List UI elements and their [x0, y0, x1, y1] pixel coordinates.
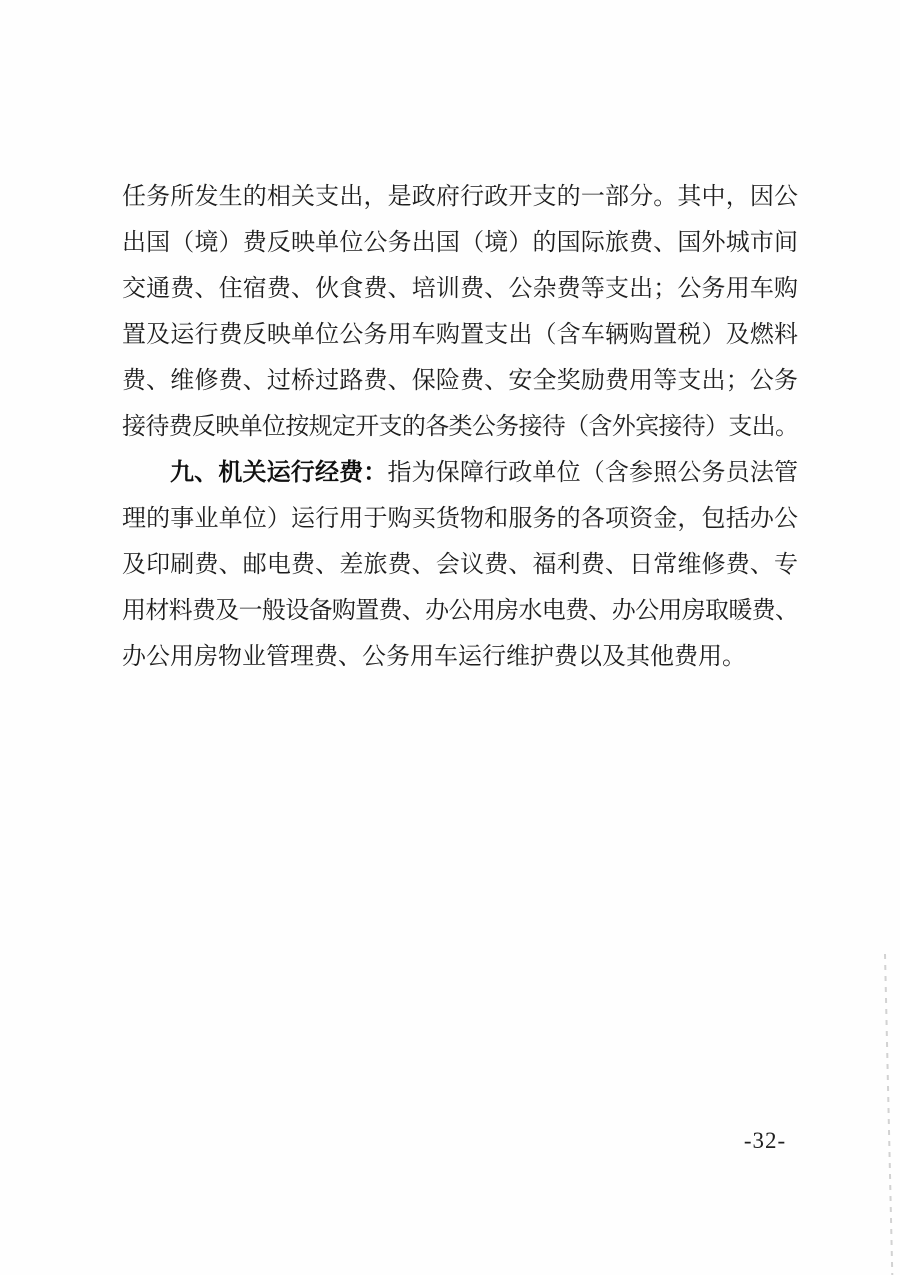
text-line: 用材料费及一般设备购置费、办公用房水电费、办公用房取暖费、 [122, 598, 798, 624]
text-line: 办公用房物业管理费、公务用车运行维护费以及其他费用。 [122, 644, 746, 670]
text-line-section-heading [122, 450, 798, 496]
text-line: 任务所发生的相关支出，是政府行政开支的一部分。其中，因公 [122, 184, 798, 210]
scan-artifact-dashed-line [884, 954, 893, 1275]
body-text [122, 174, 798, 680]
text-line: 理的事业单位）运行用于购买货物和服务的各项资金，包括办公 [122, 506, 798, 532]
section-nine-heading: 九、机关运行经费： [170, 460, 388, 486]
text-line: 接待费反映单位按规定开支的各类公务接待（含外宾接待）支出。 [122, 414, 798, 440]
section-nine-first-line-text: 指为保障行政单位（含参照公务员法管 [387, 460, 799, 486]
text-line: 出国（境）费反映单位公务出国（境）的国际旅费、国外城市间 [122, 230, 798, 256]
text-line: 及印刷费、邮电费、差旅费、会议费、福利费、日常维修费、专 [122, 552, 798, 578]
page-number: -32- [743, 1128, 787, 1153]
text-line: 费、维修费、过桥过路费、保险费、安全奖励费用等支出；公务 [122, 368, 798, 394]
text-line: 交通费、住宿费、伙食费、培训费、公杂费等支出；公务用车购 [122, 276, 798, 302]
text-line: 置及运行费反映单位公务用车购置支出（含车辆购置税）及燃料 [122, 322, 798, 348]
